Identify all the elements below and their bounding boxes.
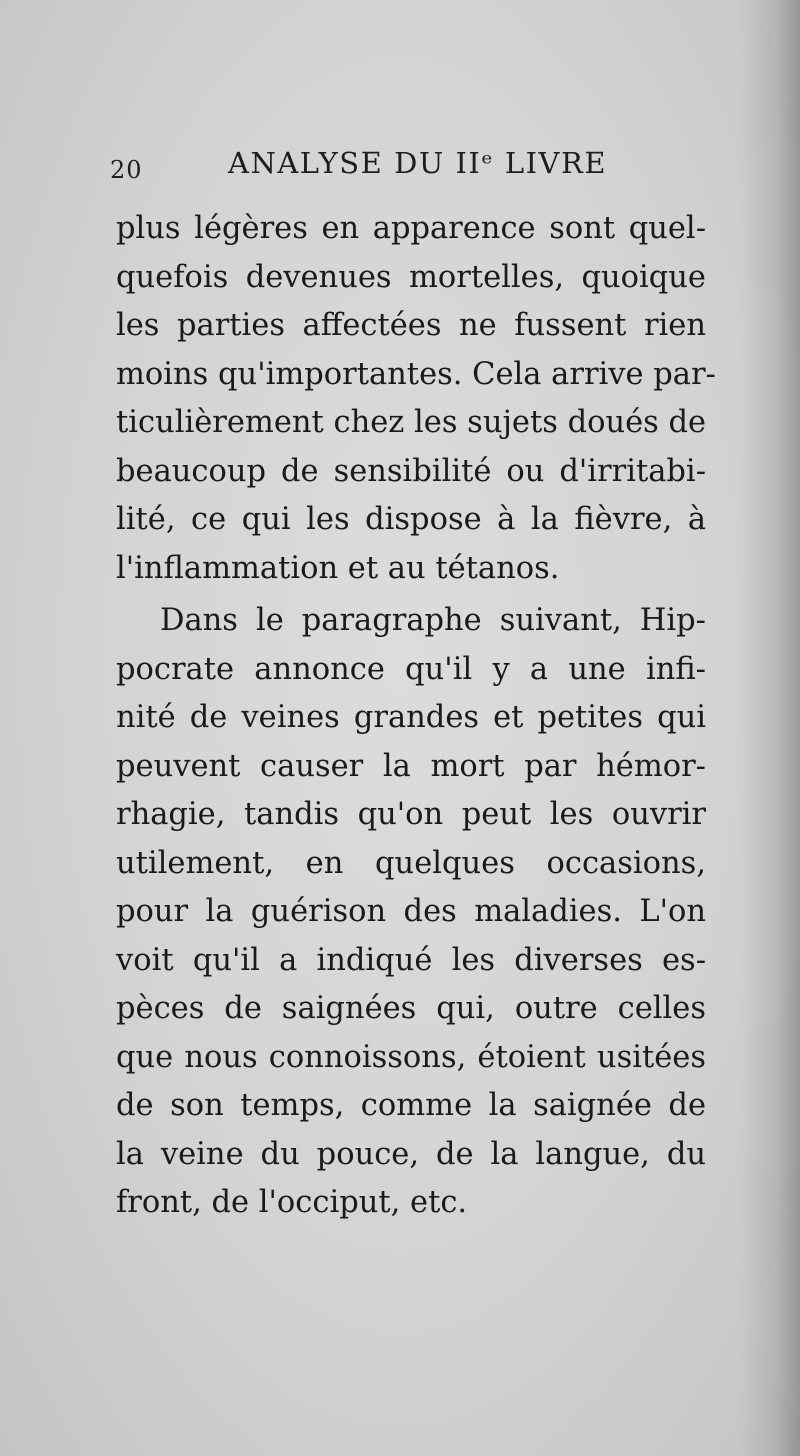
text-line: peuvent causer la mort par hémor- — [116, 748, 706, 784]
body-text — [116, 205, 716, 1228]
text-line: la veine du pouce, de la langue, du — [116, 1136, 706, 1172]
text-line: quefois devenues mortelles, quoique — [116, 259, 706, 295]
text-line: ticulièrement chez les sujets doués de — [116, 405, 707, 440]
text-line: l'inflammation et au tétanos. — [116, 550, 560, 586]
text-line: pocrate annonce qu'il y a une infi- — [116, 651, 706, 687]
page-edge-shadow — [740, 0, 800, 1456]
text-line: beaucoup de sensibilité ou d'irritabi- — [116, 453, 706, 489]
text-line: les parties affectées ne fussent rien — [116, 308, 706, 343]
page-number: 20 — [110, 156, 143, 184]
text-line: pour la guérison des maladies. L'on — [116, 894, 706, 929]
text-line: utilement, en quelques occasions, — [116, 845, 706, 881]
paragraph-1 — [116, 205, 716, 593]
text-line: nité de veines grandes et petites qui — [116, 700, 706, 735]
text-line: que nous connoissons, étoient usitées — [116, 1039, 706, 1075]
text-line: front, de l'occiput, etc. — [116, 1185, 468, 1220]
text-line: de son temps, comme la saignée de — [116, 1088, 706, 1123]
text-line: pèces de saignées qui, outre celles — [116, 991, 706, 1026]
text-line: moins qu'importantes. Cela arrive par- — [116, 356, 716, 392]
page-header — [110, 146, 710, 196]
paragraph-2 — [116, 597, 706, 1228]
text-line: voit qu'il a indiqué les diverses es- — [116, 942, 706, 978]
text-line: Dans le paragraphe suivant, Hip- — [160, 603, 706, 638]
text-line: rhagie, tandis qu'on peut les ouvrir — [116, 797, 706, 832]
text-line: lité, ce qui les dispose à la fièvre, à — [116, 502, 706, 537]
running-head: ANALYSE DU IIᵉ LIVRE — [228, 146, 607, 180]
text-line: plus légères en apparence sont quel- — [116, 211, 706, 246]
